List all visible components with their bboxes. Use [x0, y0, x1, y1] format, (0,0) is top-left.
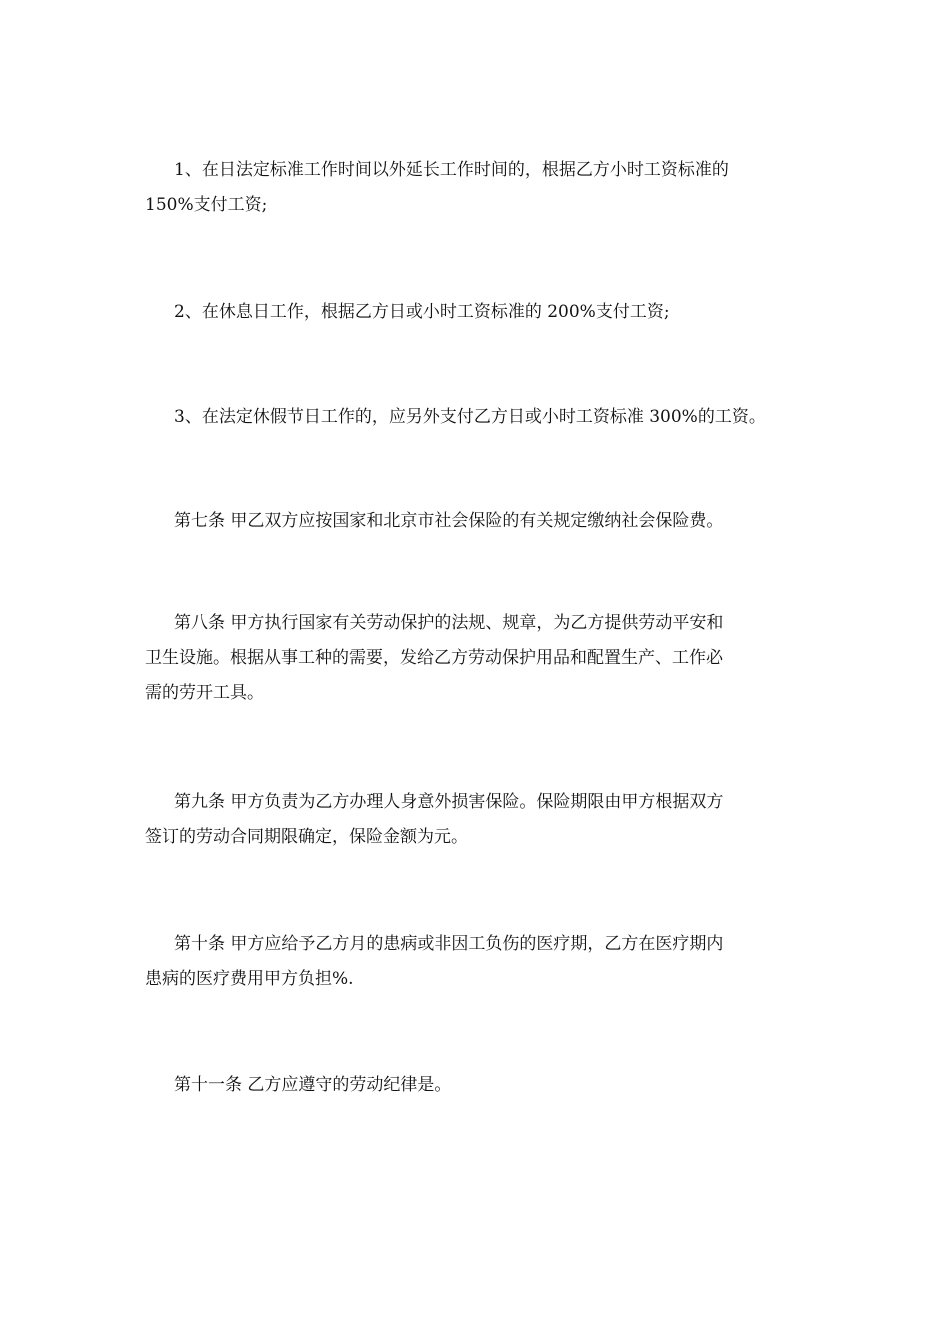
paragraph-line: 第十一条 乙方应遵守的劳动纪律是。: [174, 1075, 452, 1095]
paragraph-article-7: [145, 504, 825, 539]
paragraph-overtime-holiday: [145, 400, 825, 435]
paragraph-article-8: [145, 606, 825, 711]
paragraph-line: 签订的劳动合同期限确定，保险金额为元。: [145, 827, 468, 847]
paragraph-article-10: [145, 927, 825, 997]
paragraph-line: 患病的医疗费用甲方负担%.: [145, 969, 354, 989]
paragraph-line: 2、在休息日工作，根据乙方日或小时工资标准的 200%支付工资;: [174, 302, 670, 322]
paragraph-line: 150%支付工资;: [145, 195, 268, 215]
paragraph-overtime-weekday: [145, 153, 825, 223]
paragraph-line: 第九条 甲方负责为乙方办理人身意外损害保险。保险期限由甲方根据双方: [174, 792, 724, 812]
paragraph-line: 3、在法定休假节日工作的，应另外支付乙方日或小时工资标准 300%的工资。: [174, 407, 766, 427]
paragraph-article-9: [145, 785, 825, 855]
paragraph-overtime-restday: [145, 295, 825, 330]
paragraph-article-11: [145, 1068, 825, 1103]
paragraph-line: 卫生设施。根据从事工种的需要，发给乙方劳动保护用品和配置生产、工作必: [145, 648, 723, 668]
paragraph-line: 第七条 甲乙双方应按国家和北京市社会保险的有关规定缴纳社会保险费。: [174, 511, 724, 531]
paragraph-line: 第八条 甲方执行国家有关劳动保护的法规、规章，为乙方提供劳动平安和: [174, 613, 724, 633]
paragraph-line: 需的劳开工具。: [145, 683, 264, 703]
paragraph-line: 第十条 甲方应给予乙方月的患病或非因工负伤的医疗期，乙方在医疗期内: [174, 934, 724, 954]
paragraph-line: 1、在日法定标准工作时间以外延长工作时间的，根据乙方小时工资标准的: [174, 160, 729, 180]
